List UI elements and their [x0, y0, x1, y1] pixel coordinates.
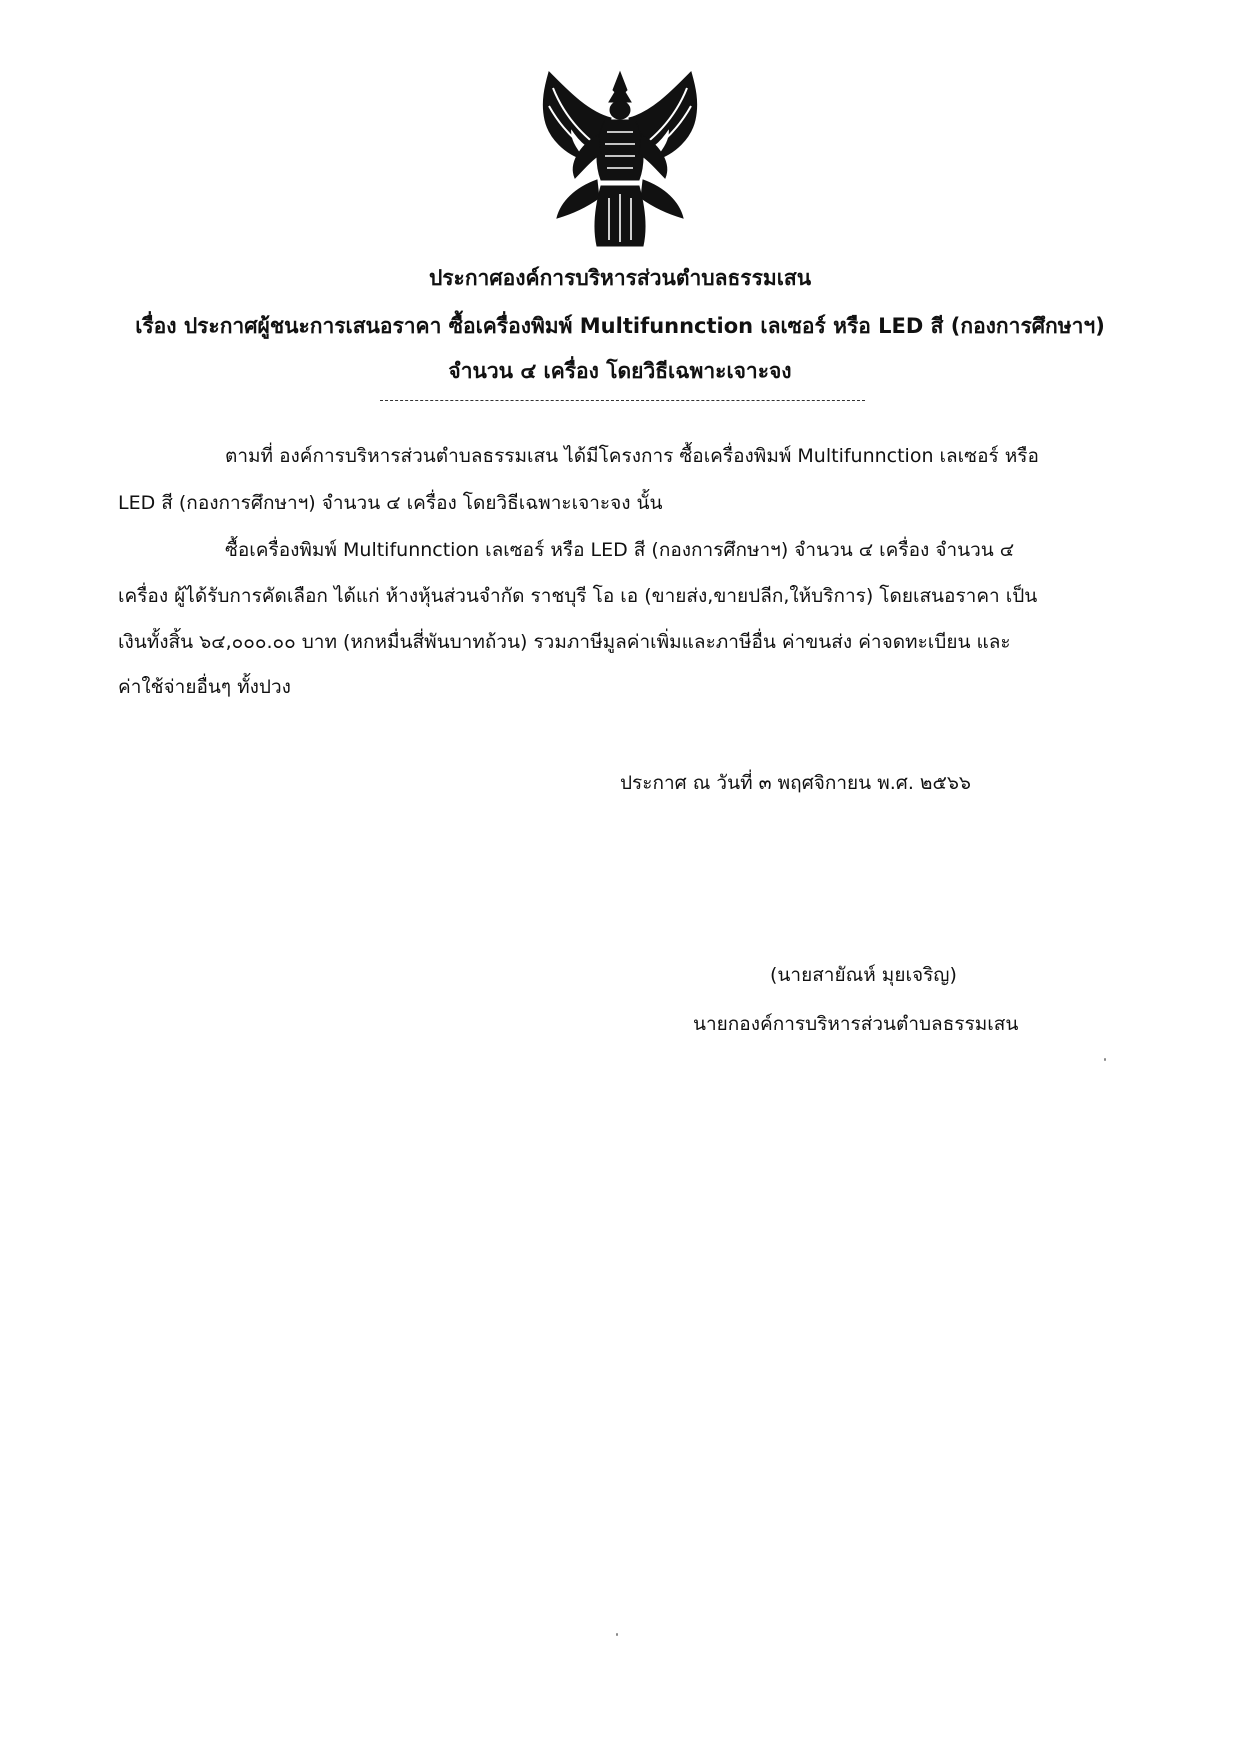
announcement-title: ประกาศองค์การบริหารส่วนตำบลธรรมเสน — [428, 266, 812, 290]
dashed-divider — [380, 400, 865, 401]
scan-speck — [616, 1633, 618, 1636]
paragraph-1-line-1: ตามที่ องค์การบริหารส่วนตำบลธรรมเสน ได้มีโครงการ ซื้อเครื่องพิมพ์ Multifunnction เลเซอร์ หรือ — [225, 445, 1039, 467]
paragraph-2-line-2: เครื่อง ผู้ได้รับการคัดเลือก ได้แก่ ห้างหุ้นส่วนจำกัด ราชบุรี โอ เอ (ขายส่ง,ขายปลีก,ให้บริการ) โดยเสนอราคา เป็น — [118, 585, 1038, 607]
announcement-subject-cont: จำนวน ๔ เครื่อง โดยวิธีเฉพาะเจาะจง — [448, 359, 792, 383]
signer-name: (นายสายัณห์ มุยเจริญ) — [770, 964, 957, 986]
scan-speck — [1104, 1058, 1106, 1061]
paragraph-2-line-1: ซื้อเครื่องพิมพ์ Multifunnction เลเซอร์ หรือ LED สี (กองการศึกษาฯ) จำนวน ๔ เครื่อง จำนวน ๔ — [225, 539, 1015, 561]
garuda-emblem-icon — [535, 68, 705, 253]
paragraph-1-line-2: LED สี (กองการศึกษาฯ) จำนวน ๔ เครื่อง โดยวิธีเฉพาะเจาะจง นั้น — [118, 492, 663, 514]
signer-title: นายกองค์การบริหารส่วนตำบลธรรมเสน — [693, 1013, 1019, 1035]
announcement-date: ประกาศ ณ วันที่ ๓ พฤศจิกายน พ.ศ. ๒๕๖๖ — [620, 772, 971, 794]
announcement-subject: เรื่อง ประกาศผู้ชนะการเสนอราคา ซื้อเครื่องพิมพ์ Multifunnction เลเซอร์ หรือ LED สี (กองการศึกษาฯ) — [135, 314, 1105, 338]
paragraph-2-line-3: เงินทั้งสิ้น ๖๔,๐๐๐.๐๐ บาท (หกหมื่นสี่พันบาทถ้วน) รวมภาษีมูลค่าเพิ่มและภาษีอื่น ค่าขนส่ง ค่าจดทะเบียน และ — [118, 631, 1011, 653]
paragraph-2-line-4: ค่าใช้จ่ายอื่นๆ ทั้งปวง — [118, 676, 291, 698]
